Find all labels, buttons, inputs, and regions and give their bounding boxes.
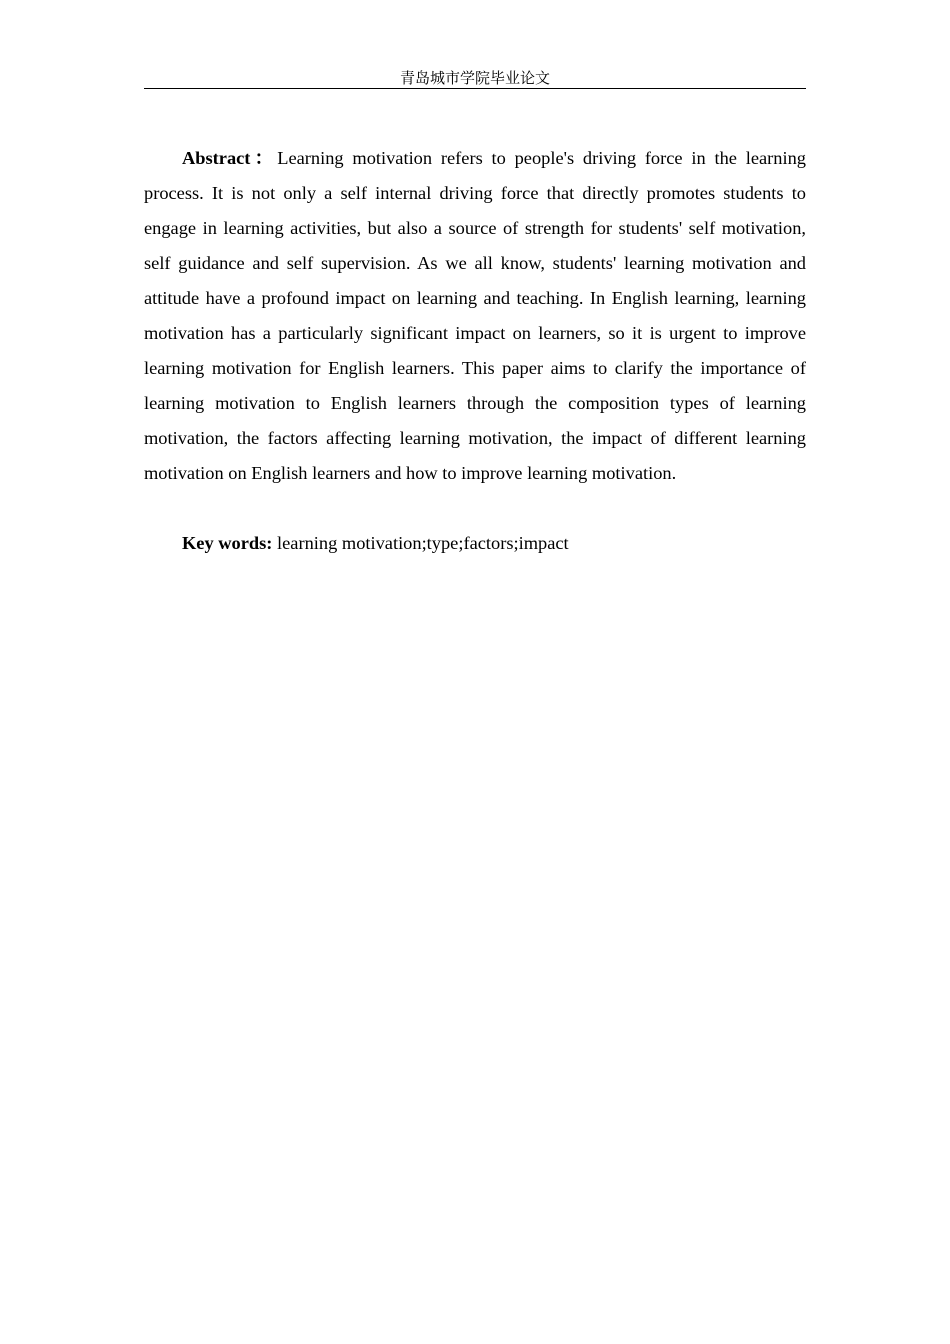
running-header: 青岛城市学院毕业论文 <box>144 68 806 89</box>
abstract-text: Learning motivation refers to people's driving force in the learning process. It is not only a self internal driving force that directly promotes students to engage in learning activities, but also a source of strength for students' self motivation, self guidance and self supervision. As we all know, students' learning motivation and attitude have a profound impact on learning and teaching. In English learning, learning motivation has a particularly significant impact on learners, so it is urgent to improve learning motivation for English learners. This paper aims to clarify the importance of learning motivation to English learners through the composition types of learning motivation, the factors affecting learning motivation, the impact of different learning motivation on English learners and how to improve learning motivation. <box>144 148 806 483</box>
abstract-paragraph <box>144 141 806 491</box>
abstract-label-separator: ： <box>250 148 278 169</box>
keywords-text: learning motivation;type;factors;impact <box>277 533 569 553</box>
keywords-paragraph <box>144 526 806 561</box>
abstract-label: Abstract <box>182 148 251 168</box>
keywords-label: Key words: <box>182 533 273 553</box>
